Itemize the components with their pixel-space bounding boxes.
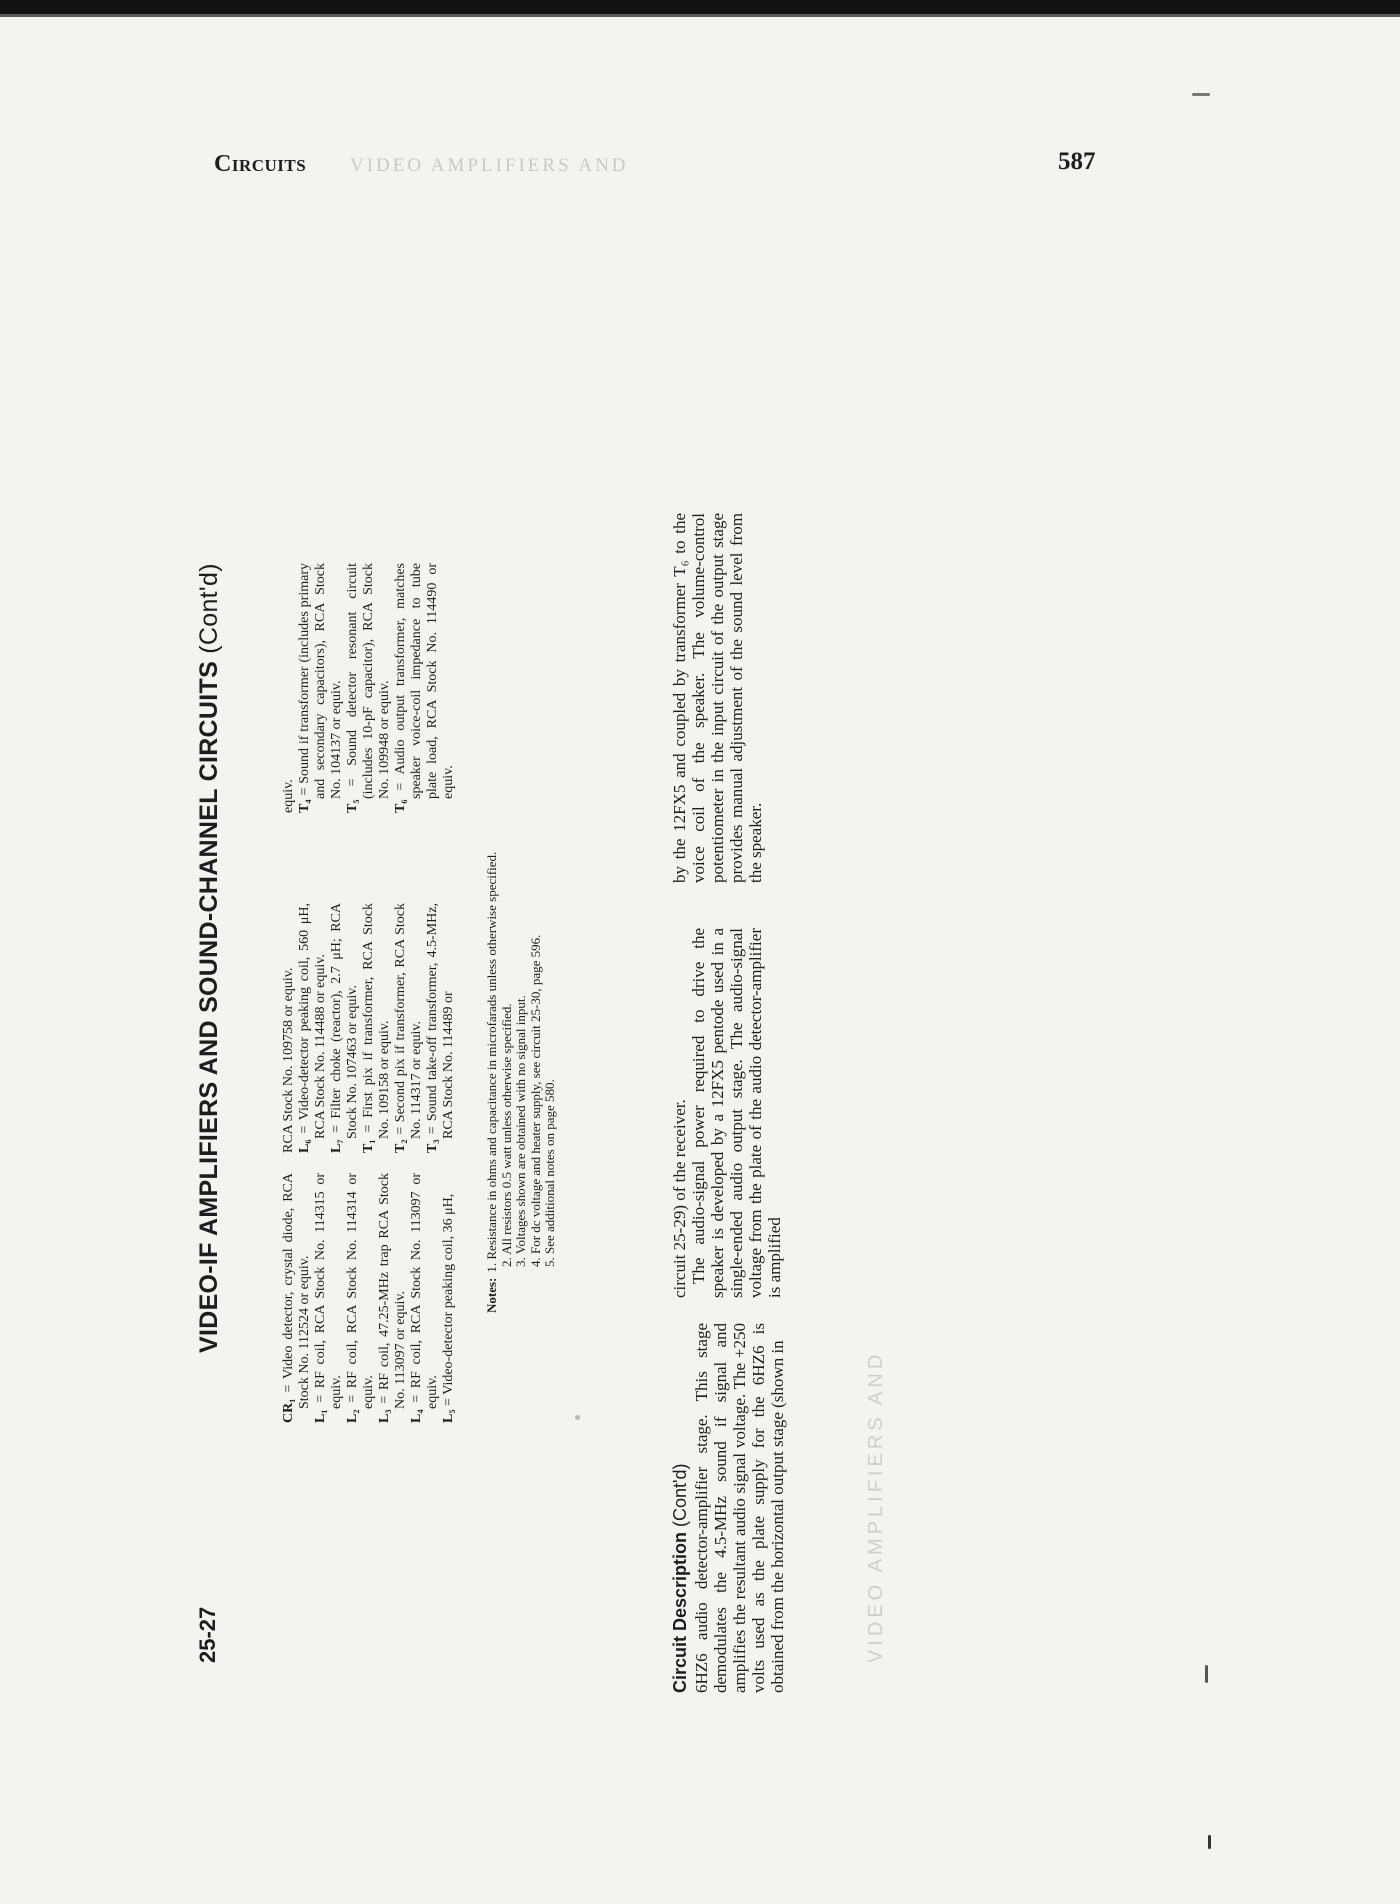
description-column-2 (670, 928, 784, 1298)
parts-legend-entry (297, 903, 329, 1153)
description-column-1: 6HZ6 audio detector-amplifier stage. This stage demodulates the 4.5-MHz sound if signal and amplifies the resultant audio signal voltage. The +250 volts used as the plate supply for the 6HZ6 is obtained from the horizontal output stage (shown in (692, 1323, 787, 1693)
note-line: Notes:1. Resistance in ohms and capacitance in microfarads unless otherwise specified. (484, 851, 499, 1313)
part-symbol: T₁ (361, 1139, 376, 1153)
part-symbol: L₅ (441, 1409, 456, 1423)
parts-legend-entry (393, 563, 457, 813)
section-number: 25-27 (195, 1606, 220, 1663)
part-symbol: L₂ (345, 1409, 360, 1423)
part-description: = Second pix if transformer, RCA Stock No. 114317 or equiv. (393, 903, 424, 1140)
part-description: equiv. (281, 779, 296, 813)
part-symbol: L₆ (297, 1139, 312, 1153)
parts-legend-entry (345, 563, 393, 813)
parts-legend-entry (425, 903, 457, 1153)
parts-legend-entry (329, 903, 361, 1153)
running-head: Circuits (214, 151, 307, 177)
circuit-description-heading: Circuit Description (Cont'd) (670, 1463, 690, 1693)
part-symbol: L₄ (409, 1409, 424, 1423)
part-description: = First pix if transformer, RCA Stock No. 109158 or equiv. (361, 903, 392, 1140)
parts-legend-entry (377, 1173, 409, 1423)
notes-block (485, 413, 558, 1313)
part-symbol: T₅ (345, 799, 360, 813)
description-paragraph: circuit 25-29) of the receiver. (670, 1099, 689, 1298)
part-description: RCA Stock No. 109758 or equiv. (281, 967, 296, 1153)
part-symbol: L₁ (313, 1409, 328, 1423)
part-symbol: L₃ (377, 1409, 392, 1423)
parts-legend-entry (313, 1173, 345, 1423)
part-description: = Sound detector resonant circuit (includes 10-pF capacitor), RCA Stock No. 109948 or equiv. (345, 563, 392, 800)
parts-legend-entry (281, 563, 297, 813)
description-column-3: by the 12FX5 and coupled by transformer T₆ to the voice coil of the speaker. The volume-control potentiometer in the input circuit of the output stage provides manual adjustment of the sound level from the speaker. (670, 513, 765, 883)
scan-top-edge (0, 0, 1400, 14)
part-symbol: T₃ (425, 1139, 440, 1153)
part-symbol: CR₁ (281, 1398, 296, 1423)
part-description: = RF coil, RCA Stock No. 113097 or equiv. (409, 1173, 440, 1410)
part-description: = Video-detector peaking coil, 36 μH, (441, 1193, 456, 1410)
note-line: 2. All resistors 0.5 watt unless otherwise specified. (498, 1003, 514, 1267)
scan-speck (575, 1415, 580, 1420)
part-description: = RF coil, RCA Stock No. 114314 or equiv. (345, 1173, 376, 1410)
parts-legend-column-2 (281, 903, 457, 1153)
parts-legend-entry (361, 903, 393, 1153)
part-description: = Filter choke (reactor), 2.7 μH; RCA Stock No. 107463 or equiv. (329, 903, 360, 1140)
scan-mark (1208, 1835, 1211, 1849)
faint-bleedthrough-text: VIDEO AMPLIFIERS AND (350, 155, 629, 176)
parts-legend-entry (441, 1173, 457, 1423)
part-symbol: T₆ (393, 799, 408, 813)
parts-legend-column-1 (281, 1173, 457, 1423)
parts-legend-column-3 (281, 563, 457, 813)
note-line: 4. For dc voltage and heater supply, see circuit 25-30, page 596. (527, 934, 543, 1267)
part-symbol: T₂ (393, 1139, 408, 1153)
parts-legend-entry (281, 1173, 313, 1423)
part-description: = Sound take-off transformer, 4.5-MHz, RCA Stock No. 114489 or (425, 903, 456, 1140)
parts-legend-entry (281, 903, 297, 1153)
parts-legend-entry (345, 1173, 377, 1423)
section-title: VIDEO-IF AMPLIFIERS AND SOUND-CHANNEL CIRCUITS (Cont'd) (195, 563, 223, 1353)
part-symbol: L₇ (329, 1139, 344, 1153)
parts-legend-entry (409, 1173, 441, 1423)
page-number: 587 (1058, 148, 1096, 175)
note-line: 5. See additional notes on page 580. (542, 1079, 557, 1267)
note-line: 3. Voltages shown are obtained with no signal input. (513, 995, 528, 1267)
part-description: = RF coil, RCA Stock No. 114315 or equiv. (313, 1173, 344, 1410)
part-description: = Video-detector peaking coil, 560 μH, RCA Stock No. 114488 or equiv. (297, 903, 328, 1140)
faint-bleedthrough-text: VIDEO AMPLIFIERS AND (865, 1350, 887, 1663)
parts-legend-entry (393, 903, 425, 1153)
part-symbol: T₄ (297, 799, 312, 813)
scan-mark (1205, 1665, 1208, 1683)
description-paragraph: The audio-signal power required to drive the speaker is developed by a 12FX5 pentode used in a single-ended audio output stage. The audio-signal voltage from the plate of the audio detector-amplifier is amplified (689, 928, 784, 1298)
parts-legend-entry (297, 563, 345, 813)
scan-mark (1192, 93, 1210, 96)
part-description: = Sound if transformer (includes primary and secondary capacitors), RCA Stock No. 104137 or equiv. (297, 563, 344, 800)
rotated-page-body (195, 13, 1015, 1693)
part-description: = Audio output transformer, matches speaker voice-coil impedance to tube plate load, RCA Stock No. 114490 or equiv. (393, 563, 456, 800)
part-description: = Video detector, crystal diode, RCA Stock No. 112524 or equiv. (281, 1173, 312, 1409)
part-description: = RF coil, 47.25-MHz trap RCA Stock No. 113097 or equiv. (377, 1173, 408, 1410)
